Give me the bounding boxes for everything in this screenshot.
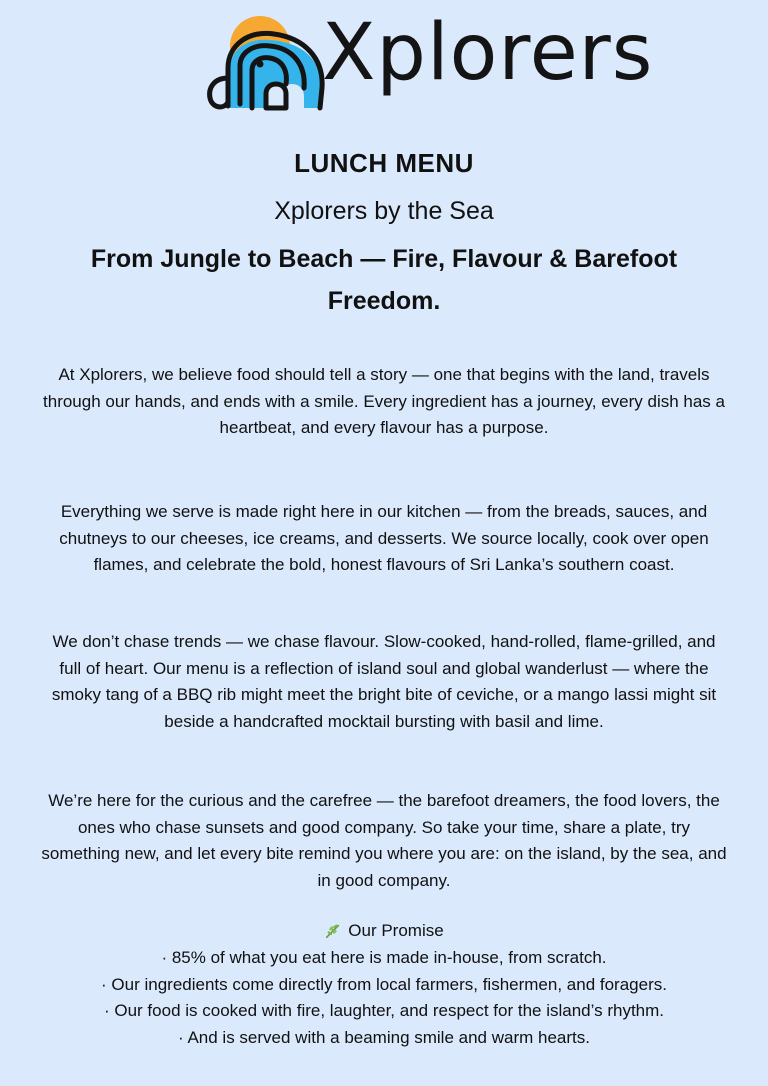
subtitle: Xplorers by the Sea <box>274 197 494 225</box>
tagline: From Jungle to Beach — Fire, Flavour & Barefoot Freedom. <box>90 245 678 315</box>
herb-icon <box>324 922 342 940</box>
kitchen-paragraph: Everything we serve is made right here in our kitchen — from the breads, sauces, and chutneys to our cheeses, ice creams, and desserts. We source locally, cook over open flames, and celebrate the bold, honest flavours of Sri Lanka’s southern coast. <box>59 502 709 574</box>
menu-title: LUNCH MENU <box>294 148 474 178</box>
promise-item: · And is served with a beaming smile and warm hearts. <box>178 1027 590 1047</box>
brand-logo <box>200 8 654 136</box>
promise-title: Our Promise <box>348 921 444 940</box>
welcome-paragraph: We’re here for the curious and the carefree — the barefoot dreamers, the food lovers, the ones who chase sunsets and good company. So take your time, share a plate, try something new, and let every bite remind you where you are: on the island, by the sea, and in good company. <box>41 791 727 890</box>
promise-item: · 85% of what you eat here is made in-house, from scratch. <box>161 948 607 967</box>
flavour-paragraph: We don’t chase trends — we chase flavour. Slow-cooked, hand-rolled, flame-grilled, and full of heart. Our menu is a reflection of island soul and global wanderlust — where the smoky tang of a BBQ rib might meet the bright bite of ceviche, or a mango lassi might sit beside a handcrafted mocktail bursting with basil and lime. <box>51 632 717 731</box>
intro-paragraph: At Xplorers, we believe food should tell a story — one that begins with the land, travels through our hands, and ends with a smile. Every ingredient has a journey, every dish has a heartbeat, and every flavour has a purpose. <box>43 365 725 437</box>
elephant-logo-icon <box>200 8 330 136</box>
promise-list <box>40 945 728 1051</box>
promise-item: · Our ingredients come directly from local farmers, fishermen, and foragers. <box>101 974 667 994</box>
promise-section <box>40 918 728 1051</box>
promise-item: · Our food is cooked with fire, laughter, and respect for the island’s rhythm. <box>103 1001 665 1020</box>
promise-heading <box>324 918 443 944</box>
brand-wordmark: Xplorers <box>322 8 654 98</box>
